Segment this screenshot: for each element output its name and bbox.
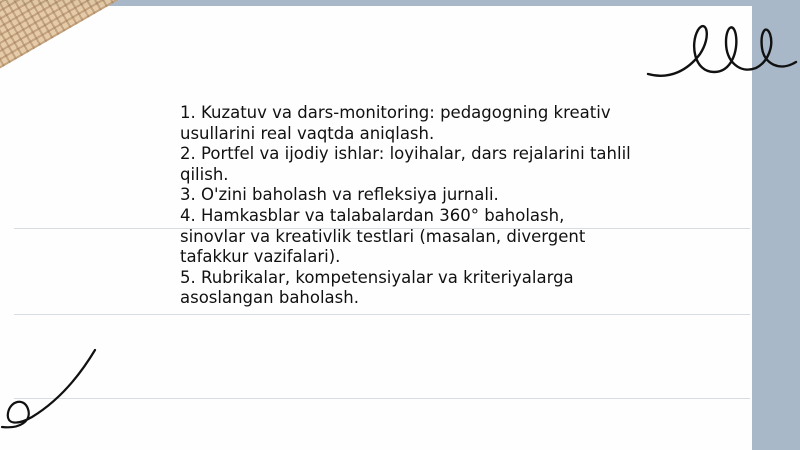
ruled-line	[14, 314, 750, 315]
curl-scribble-icon	[0, 345, 110, 430]
loop-scribble-icon	[640, 10, 800, 85]
list-item: 3. O'zini baholash va refleksiya jurnali.	[180, 185, 499, 205]
list-item: 5. Rubrikalar, kompetensiyalar va kriteriyalarga asoslangan baholash.	[180, 267, 574, 308]
list-item: 2. Portfel va ijodiy ishlar: loyihalar, dars rejalarini tahlil qilish.	[180, 144, 631, 184]
list-item: 1. Kuzatuv va dars-monitoring: pedagogning kreativ usullarini real vaqtda aniqlash.	[180, 103, 611, 143]
list-item: 4. Hamkasblar va talabalardan 360° baholash, sinovlar va kreativlik testlari (masalan, divergent tafakkur vazifalari).	[180, 205, 586, 267]
ruled-line	[14, 398, 750, 399]
criteria-list	[180, 103, 640, 309]
